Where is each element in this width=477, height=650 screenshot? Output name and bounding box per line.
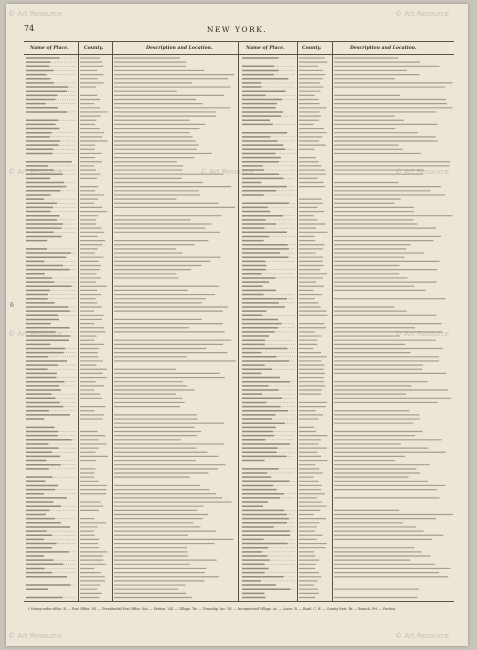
header-description-right: Description and Location. [350, 46, 417, 51]
watermark: © Art Resource [200, 168, 254, 176]
watermark: © Art Resource [395, 330, 449, 338]
header-name-right: Name of Place. [246, 46, 285, 51]
page-number: 74 [24, 24, 35, 33]
header-description-left: Description and Location. [146, 46, 213, 51]
watermark: © Art Resource [8, 168, 62, 176]
header-county-left: County. [84, 46, 104, 51]
header-name-left: Name of Place. [30, 46, 69, 51]
watermark: © Art Resource [8, 10, 62, 18]
watermark: © Art Resource [395, 632, 449, 640]
gazetteer-page [6, 4, 468, 646]
watermark: © Art Resource [8, 330, 62, 338]
watermark: © Art Resource [395, 10, 449, 18]
margin-mark: 6 [10, 302, 14, 309]
watermark: © Art Resource [395, 168, 449, 176]
header-county-right: County. [302, 46, 322, 51]
watermark: © Art Resource [8, 632, 62, 640]
page-title: NEW YORK. [206, 25, 268, 34]
footer-legend: † Money-order office. B. — Post Office. P.S. — Presidential Post Office. Sta. — Station. Vill. — Village. Tw. — Township. Inc. Vil. — Incorporated Village. Ac. — Acres. R. — Road. C. H. — County Seat. Br. — Branch. Prt. — Portion. [28, 607, 396, 611]
gazetteer-entries [6, 4, 468, 646]
